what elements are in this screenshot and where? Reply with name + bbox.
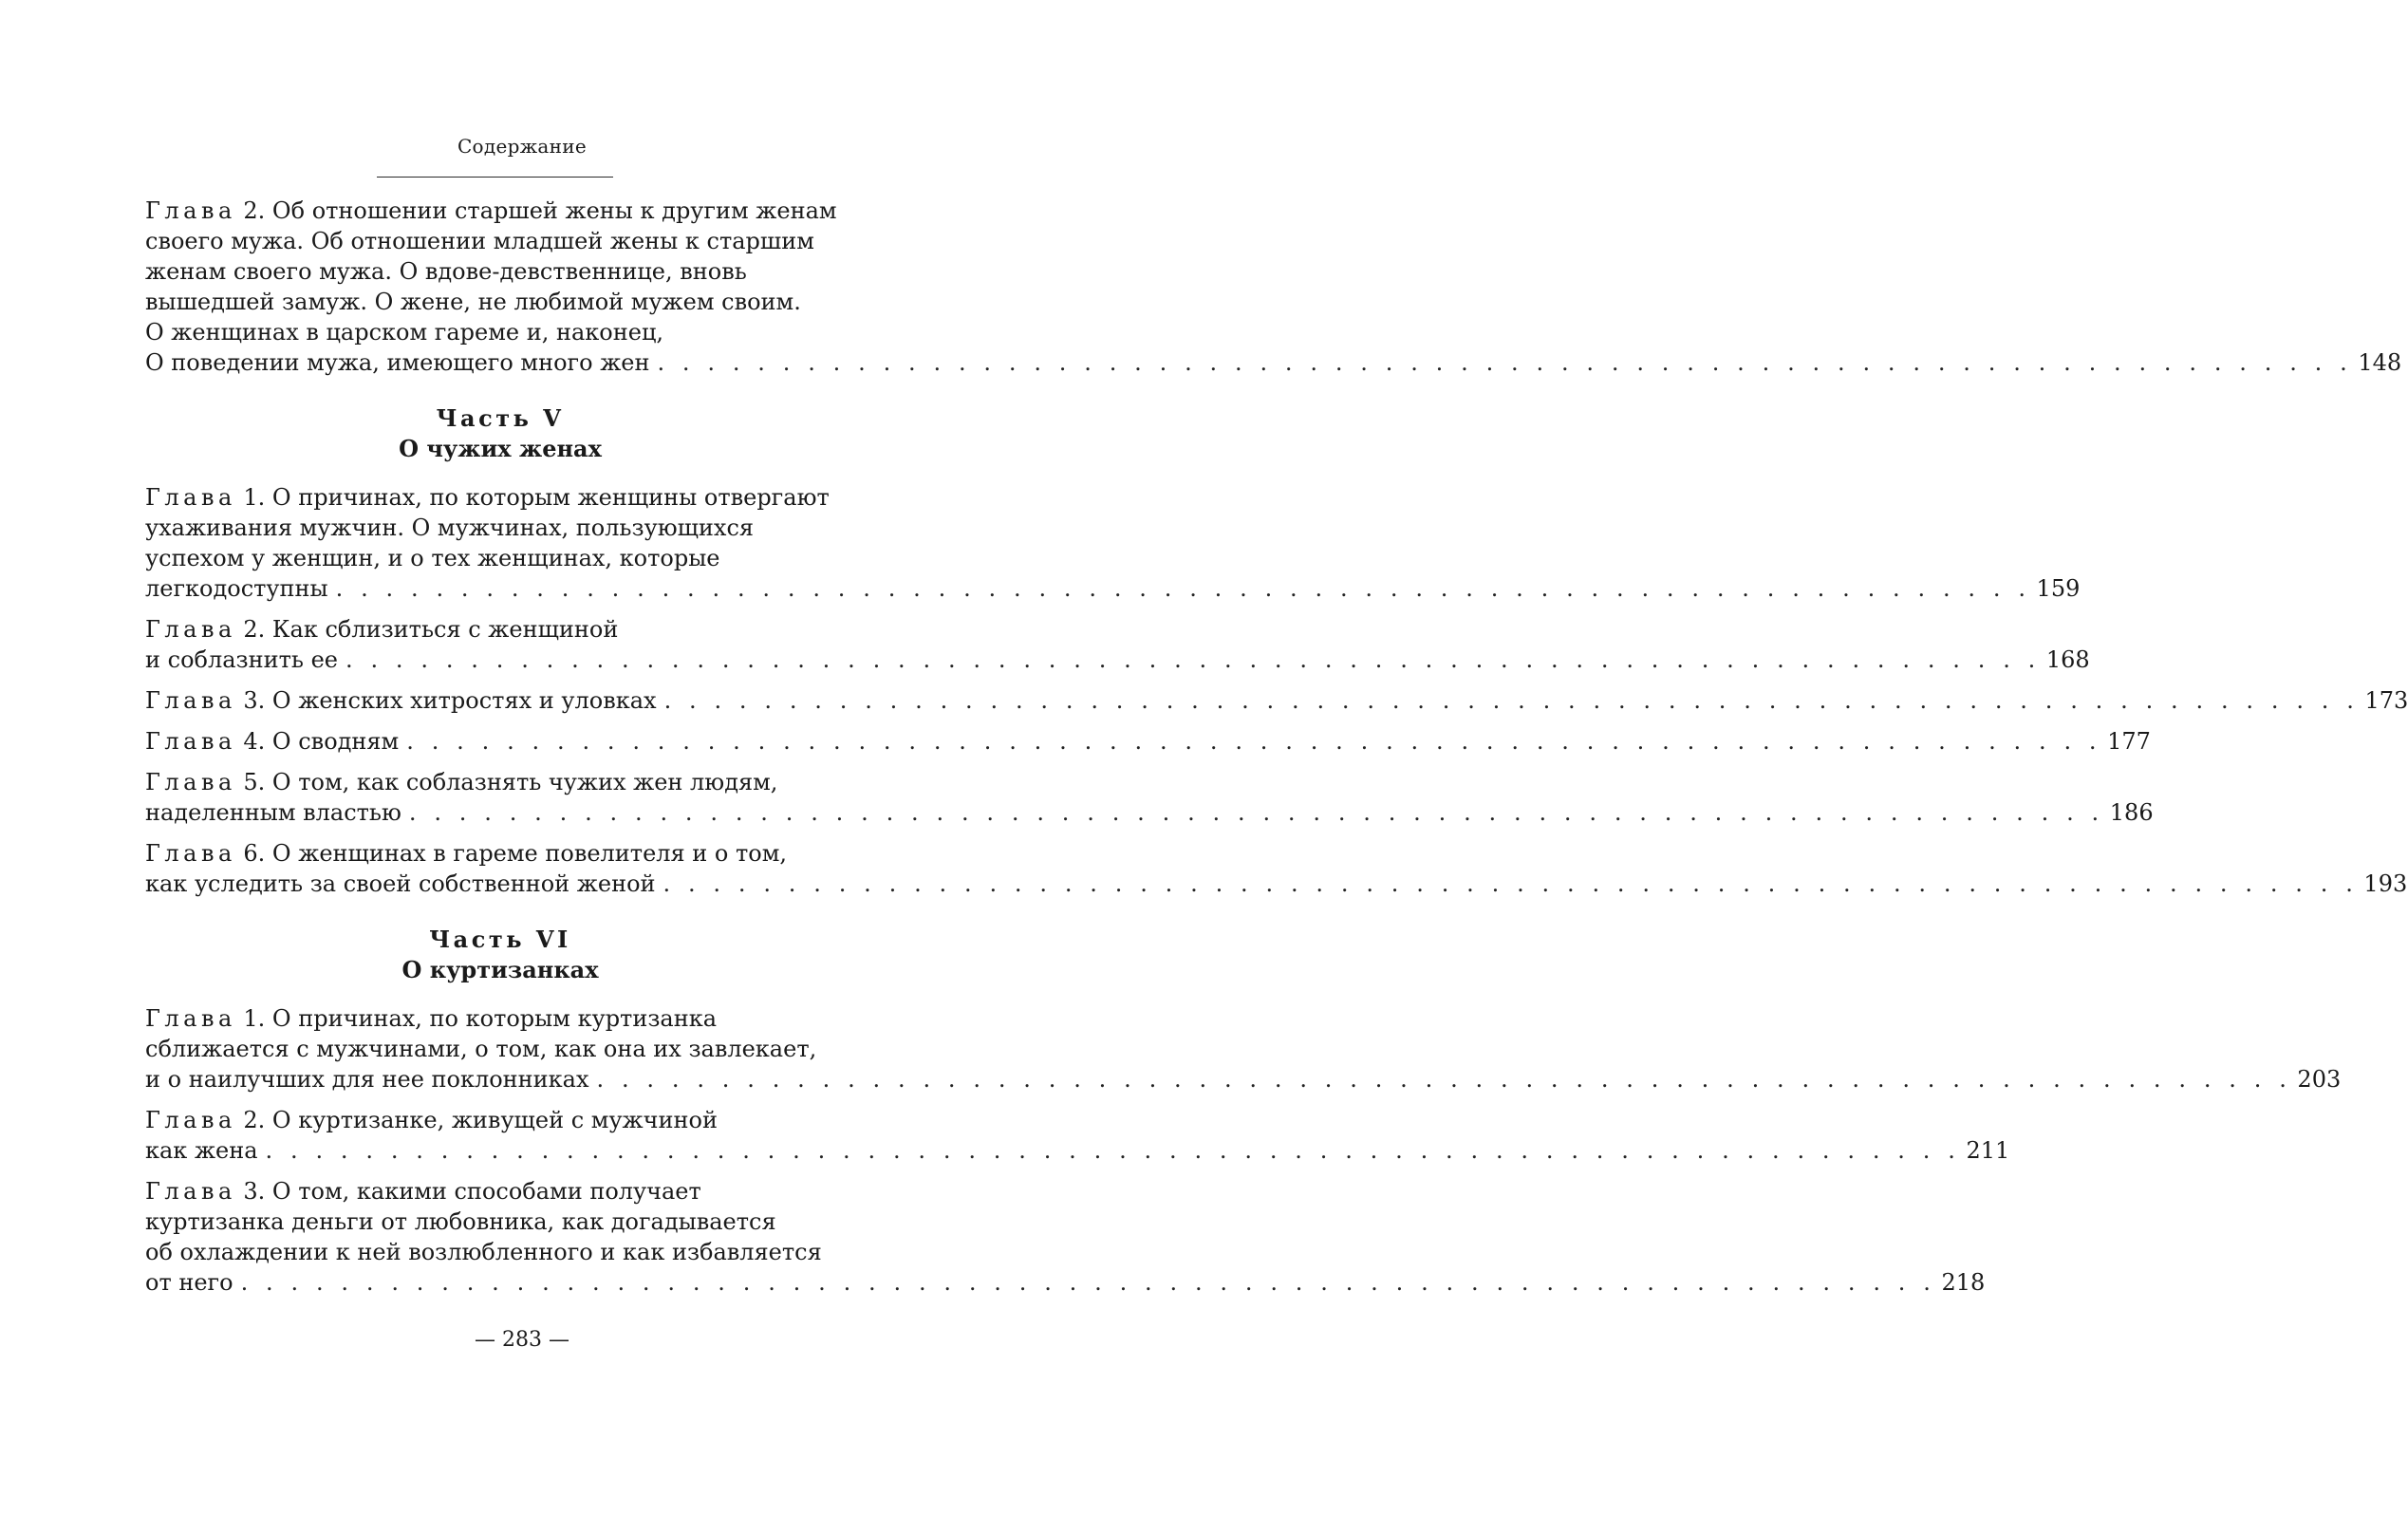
page-number: 203 [2297, 1066, 2342, 1093]
entry-text-line: и о наилучших для нее поклонниках [145, 1066, 589, 1093]
chapter-label: Глава [145, 484, 236, 511]
dot-leader: . . . . . . . . . . . . . . . . . . . . . . . . . . . . . . . . . . . . . . . . . . . . . . . . . . . . . . . . . . . . . . . . . . . . [240, 1269, 1936, 1296]
entry-text-line: О поведении мужа, имеющего много жен [145, 349, 650, 376]
chapter-label: Глава [145, 1107, 236, 1133]
entry-text-line: 1. О причинах, по которым куртизанка [243, 1005, 718, 1032]
entry-text-line: вышедшей замуж. О жене, не любимой мужем своим. [145, 289, 801, 315]
page-number: 148 [2358, 349, 2402, 376]
part-heading-6 [145, 925, 855, 985]
chapter-label: Глава [145, 1178, 236, 1205]
page-number: 211 [1966, 1137, 2010, 1164]
dot-leader: . . . . . . . . . . . . . . . . . . . . . . . . . . . . . . . . . . . . . . . . . . . . . . . . . . . . . . . . . . . . . . . . . . . . [596, 1066, 2292, 1093]
part-title: О чужих женах [399, 435, 602, 462]
entry-text-line: от него [145, 1269, 233, 1296]
dot-leader: . . . . . . . . . . . . . . . . . . . . . . . . . . . . . . . . . . . . . . . . . . . . . . . . . . . . . . . . . . . . . . . . . . . . [265, 1137, 1961, 1164]
entry-text-line: 3. О женских хитростях и уловках [243, 687, 657, 714]
entry-text-line: 2. О куртизанке, живущей с мужчиной [243, 1107, 718, 1133]
toc-entry-part6-chapter1 [145, 1003, 2342, 1094]
entry-text-line: как уследить за своей собственной женой [145, 870, 656, 897]
dot-leader: . . . . . . . . . . . . . . . . . . . . . . . . . . . . . . . . . . . . . . . . . . . . . . . . . . . . . . . . . . . . . . . . . . . . [663, 687, 2360, 714]
entry-text-line: наделенным властью [145, 799, 401, 826]
page-number: 168 [2045, 646, 2090, 673]
chapter-label: Глава [145, 1005, 236, 1032]
page-number: 177 [2107, 728, 2151, 755]
running-head: Содержание [457, 135, 588, 158]
part-title: О куртизанках [401, 956, 599, 983]
dot-leader: . . . . . . . . . . . . . . . . . . . . . . . . . . . . . . . . . . . . . . . . . . . . . . . . . . . . . . . . . . . . . . . . . . . . [406, 728, 2102, 755]
entry-text-line: 5. О том, как соблазнять чужих жен людям, [243, 769, 778, 795]
page-number: 193 [2363, 870, 2408, 897]
toc-entry-part5-chapter6 [145, 838, 2408, 899]
part-label: Часть VI [429, 926, 571, 953]
toc-entry-part5-chapter3 [145, 685, 2408, 716]
chapter-label: Глава [145, 687, 236, 714]
toc-entry-part5-chapter1 [145, 482, 2081, 604]
toc-entry-part6-chapter3 [145, 1176, 1986, 1298]
page-number: 159 [2036, 575, 2081, 602]
dot-leader: . . . . . . . . . . . . . . . . . . . . . . . . . . . . . . . . . . . . . . . . . . . . . . . . . . . . . . . . . . . . . . . . . . . . [663, 870, 2359, 897]
entry-text-line: О женщинах в царском гареме и, наконец, [145, 319, 664, 346]
entry-text-line: как жена [145, 1137, 258, 1164]
entry-text-line: успехом у женщин, и о тех женщинах, которые [145, 545, 720, 571]
entry-text-line: об охлаждении к ней возлюбленного и как избавляется [145, 1239, 822, 1265]
dot-leader: . . . . . . . . . . . . . . . . . . . . . . . . . . . . . . . . . . . . . . . . . . . . . . . . . . . . . . . . . . . . . . . . . . . . [335, 575, 2031, 602]
entry-text-line: 2. Об отношении старшей жены к другим женам [243, 197, 837, 224]
page-number: 173 [2364, 687, 2408, 714]
entry-text-line: и соблазнить ее [145, 646, 338, 673]
table-of-contents [145, 196, 2408, 1308]
dot-leader: . . . . . . . . . . . . . . . . . . . . . . . . . . . . . . . . . . . . . . . . . . . . . . . . . . . . . . . . . . . . . . . . . . . . [345, 646, 2041, 673]
entry-text-line: легкодоступны [145, 575, 328, 602]
part-heading-5 [145, 403, 855, 464]
chapter-label: Глава [145, 616, 236, 643]
page-folio: — 283 — [475, 1328, 569, 1352]
entry-text-line: женам своего мужа. О вдове-девственнице, вновь [145, 258, 747, 285]
entry-text-line: ухаживания мужчин. О мужчинах, пользующихся [145, 514, 755, 541]
entry-text-line: своего мужа. Об отношении младшей жены к старшим [145, 228, 814, 254]
part-label: Часть V [436, 404, 565, 432]
dot-leader: . . . . . . . . . . . . . . . . . . . . . . . . . . . . . . . . . . . . . . . . . . . . . . . . . . . . . . . . . . . . . . . . . . . . [408, 799, 2104, 826]
entry-text-line: сближается с мужчинами, о том, как она их завлекает, [145, 1036, 817, 1062]
entry-text-line: куртизанка деньги от любовника, как догадывается [145, 1208, 776, 1235]
header-rule [377, 177, 613, 178]
toc-entry-part5-chapter4 [145, 726, 2151, 757]
entry-text-line: 3. О том, какими способами получает [243, 1178, 701, 1205]
chapter-label: Глава [145, 728, 236, 755]
chapter-label: Глава [145, 840, 236, 867]
toc-entry-part5-chapter2 [145, 614, 2090, 675]
toc-entry-part5-chapter5 [145, 767, 2154, 828]
dot-leader: . . . . . . . . . . . . . . . . . . . . . . . . . . . . . . . . . . . . . . . . . . . . . . . . . . . . . . . . . . . . . . . . . . . . [657, 349, 2353, 376]
entry-text-line: 1. О причинах, по которым женщины отвергают [243, 484, 830, 511]
entry-text-line: 6. О женщинах в гареме повелителя и о том, [243, 840, 788, 867]
toc-entry-part6-chapter2 [145, 1105, 2010, 1166]
entry-text-line: 4. О сводням [243, 728, 400, 755]
chapter-label: Глава [145, 197, 236, 224]
toc-entry-part4-chapter2 [145, 196, 2402, 378]
page-number: 186 [2109, 799, 2154, 826]
chapter-label: Глава [145, 769, 236, 795]
entry-text-line: 2. Как сблизиться с женщиной [243, 616, 619, 643]
page-number: 218 [1941, 1269, 1986, 1296]
